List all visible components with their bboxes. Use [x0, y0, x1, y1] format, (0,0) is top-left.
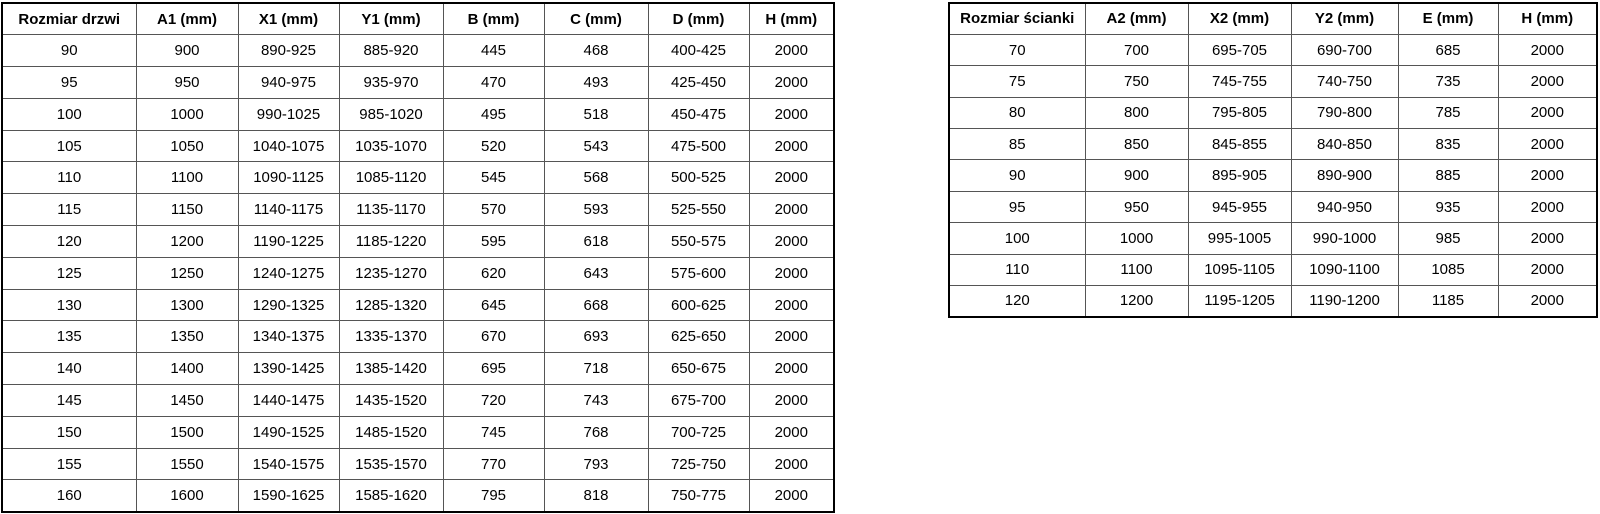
table-cell: 2000	[749, 162, 834, 194]
table-cell: 575-600	[648, 257, 749, 289]
table-cell: 1085-1120	[339, 162, 443, 194]
table-cell: 618	[544, 226, 648, 258]
table-cell: 720	[443, 385, 544, 417]
table-row	[949, 286, 1597, 317]
table-cell: 745	[443, 416, 544, 448]
table-cell: 160	[2, 480, 136, 512]
table-cell: 1200	[136, 226, 238, 258]
table-cell: 1090-1125	[238, 162, 339, 194]
table-cell: 1390-1425	[238, 353, 339, 385]
table-cell: 620	[443, 257, 544, 289]
table-cell: 1440-1475	[238, 385, 339, 417]
table-row	[949, 160, 1597, 191]
table-cell: 835	[1398, 129, 1498, 160]
table-row	[2, 448, 834, 480]
table-cell: 115	[2, 194, 136, 226]
table-cell: 520	[443, 130, 544, 162]
table-cell: 950	[1085, 191, 1188, 222]
table-cell: 935-970	[339, 67, 443, 99]
table-cell: 1535-1570	[339, 448, 443, 480]
column-header: H (mm)	[749, 3, 834, 35]
column-header: Y2 (mm)	[1291, 3, 1398, 34]
table-cell: 725-750	[648, 448, 749, 480]
table-cell: 1085	[1398, 254, 1498, 285]
table-cell: 500-525	[648, 162, 749, 194]
table-cell: 1185-1220	[339, 226, 443, 258]
column-header: X1 (mm)	[238, 3, 339, 35]
table-row	[949, 129, 1597, 160]
table-cell: 945-955	[1188, 191, 1291, 222]
table-cell: 1040-1075	[238, 130, 339, 162]
table-cell: 768	[544, 416, 648, 448]
table-cell: 495	[443, 98, 544, 130]
table-cell: 693	[544, 321, 648, 353]
table-cell: 900	[136, 35, 238, 67]
table-cell: 1450	[136, 385, 238, 417]
table-row	[949, 223, 1597, 254]
table-cell: 90	[2, 35, 136, 67]
table-cell: 1185	[1398, 286, 1498, 317]
table-cell: 1095-1105	[1188, 254, 1291, 285]
table-cell: 545	[443, 162, 544, 194]
table-cell: 475-500	[648, 130, 749, 162]
table-cell: 470	[443, 67, 544, 99]
table-cell: 890-900	[1291, 160, 1398, 191]
table-cell: 643	[544, 257, 648, 289]
table-cell: 2000	[1498, 129, 1597, 160]
table-cell: 155	[2, 448, 136, 480]
table-cell: 518	[544, 98, 648, 130]
header-row	[949, 3, 1597, 34]
table-cell: 593	[544, 194, 648, 226]
table-cell: 2000	[749, 130, 834, 162]
table-row	[2, 98, 834, 130]
table-cell: 935	[1398, 191, 1498, 222]
table-cell: 890-925	[238, 35, 339, 67]
table-cell: 100	[949, 223, 1085, 254]
wall-panel-size-table-body	[949, 34, 1597, 317]
table-row	[949, 97, 1597, 128]
table-cell: 95	[949, 191, 1085, 222]
column-header: A1 (mm)	[136, 3, 238, 35]
table-cell: 785	[1398, 97, 1498, 128]
header-row	[2, 3, 834, 35]
table-cell: 900	[1085, 160, 1188, 191]
table-cell: 110	[949, 254, 1085, 285]
table-cell: 1485-1520	[339, 416, 443, 448]
table-cell: 95	[2, 67, 136, 99]
table-cell: 1090-1100	[1291, 254, 1398, 285]
table-cell: 80	[949, 97, 1085, 128]
table-cell: 675-700	[648, 385, 749, 417]
table-cell: 940-975	[238, 67, 339, 99]
table-cell: 1035-1070	[339, 130, 443, 162]
table-cell: 2000	[1498, 160, 1597, 191]
table-cell: 2000	[749, 35, 834, 67]
table-row	[2, 67, 834, 99]
table-cell: 790-800	[1291, 97, 1398, 128]
table-cell: 1190-1225	[238, 226, 339, 258]
table-cell: 1285-1320	[339, 289, 443, 321]
column-header: B (mm)	[443, 3, 544, 35]
table-cell: 700-725	[648, 416, 749, 448]
table-cell: 2000	[749, 385, 834, 417]
door-size-table-header	[2, 3, 834, 35]
wall-panel-size-table-header	[949, 3, 1597, 34]
table-cell: 1350	[136, 321, 238, 353]
table-cell: 125	[2, 257, 136, 289]
table-cell: 1050	[136, 130, 238, 162]
table-cell: 795	[443, 480, 544, 512]
wall-panel-size-table	[948, 2, 1598, 318]
table-cell: 1190-1200	[1291, 286, 1398, 317]
table-cell: 145	[2, 385, 136, 417]
table-row	[2, 226, 834, 258]
table-cell: 140	[2, 353, 136, 385]
table-cell: 2000	[749, 98, 834, 130]
table-row	[2, 162, 834, 194]
table-cell: 750	[1085, 66, 1188, 97]
column-header: Rozmiar drzwi	[2, 3, 136, 35]
table-cell: 120	[2, 226, 136, 258]
table-cell: 690-700	[1291, 34, 1398, 65]
table-row	[949, 254, 1597, 285]
table-cell: 2000	[749, 289, 834, 321]
table-cell: 845-855	[1188, 129, 1291, 160]
table-cell: 1435-1520	[339, 385, 443, 417]
table-cell: 2000	[749, 321, 834, 353]
table-cell: 1100	[136, 162, 238, 194]
table-cell: 1100	[1085, 254, 1188, 285]
table-cell: 493	[544, 67, 648, 99]
table-cell: 2000	[749, 257, 834, 289]
table-cell: 2000	[749, 194, 834, 226]
table-cell: 625-650	[648, 321, 749, 353]
table-cell: 995-1005	[1188, 223, 1291, 254]
table-cell: 1135-1170	[339, 194, 443, 226]
table-cell: 425-450	[648, 67, 749, 99]
table-cell: 800	[1085, 97, 1188, 128]
table-cell: 2000	[1498, 97, 1597, 128]
table-row	[2, 385, 834, 417]
table-cell: 2000	[749, 448, 834, 480]
table-cell: 895-905	[1188, 160, 1291, 191]
table-cell: 75	[949, 66, 1085, 97]
table-cell: 1000	[136, 98, 238, 130]
table-cell: 668	[544, 289, 648, 321]
table-cell: 2000	[1498, 286, 1597, 317]
table-cell: 85	[949, 129, 1085, 160]
table-cell: 2000	[749, 226, 834, 258]
table-cell: 135	[2, 321, 136, 353]
table-cell: 990-1000	[1291, 223, 1398, 254]
column-header: C (mm)	[544, 3, 648, 35]
table-cell: 400-425	[648, 35, 749, 67]
table-cell: 1400	[136, 353, 238, 385]
table-cell: 650-675	[648, 353, 749, 385]
table-cell: 940-950	[1291, 191, 1398, 222]
table-cell: 2000	[1498, 66, 1597, 97]
table-cell: 740-750	[1291, 66, 1398, 97]
table-cell: 2000	[1498, 223, 1597, 254]
table-cell: 1235-1270	[339, 257, 443, 289]
table-cell: 100	[2, 98, 136, 130]
table-cell: 743	[544, 385, 648, 417]
table-cell: 885	[1398, 160, 1498, 191]
table-cell: 1290-1325	[238, 289, 339, 321]
table-cell: 850	[1085, 129, 1188, 160]
table-cell: 130	[2, 289, 136, 321]
table-cell: 110	[2, 162, 136, 194]
table-cell: 1240-1275	[238, 257, 339, 289]
table-cell: 1335-1370	[339, 321, 443, 353]
table-cell: 600-625	[648, 289, 749, 321]
table-cell: 985	[1398, 223, 1498, 254]
table-cell: 700	[1085, 34, 1188, 65]
table-cell: 793	[544, 448, 648, 480]
door-size-table-body	[2, 35, 834, 512]
table-row	[2, 321, 834, 353]
table-cell: 840-850	[1291, 129, 1398, 160]
table-cell: 818	[544, 480, 648, 512]
table-cell: 450-475	[648, 98, 749, 130]
table-cell: 1140-1175	[238, 194, 339, 226]
table-row	[2, 35, 834, 67]
column-header: E (mm)	[1398, 3, 1498, 34]
table-row	[2, 416, 834, 448]
table-cell: 1385-1420	[339, 353, 443, 385]
table-cell: 2000	[1498, 254, 1597, 285]
table-cell: 570	[443, 194, 544, 226]
table-row	[2, 257, 834, 289]
table-row	[2, 480, 834, 512]
column-header: Y1 (mm)	[339, 3, 443, 35]
table-cell: 595	[443, 226, 544, 258]
table-cell: 2000	[1498, 34, 1597, 65]
table-row	[2, 194, 834, 226]
table-cell: 1550	[136, 448, 238, 480]
table-cell: 795-805	[1188, 97, 1291, 128]
table-cell: 1000	[1085, 223, 1188, 254]
column-header: X2 (mm)	[1188, 3, 1291, 34]
table-cell: 1250	[136, 257, 238, 289]
table-cell: 1195-1205	[1188, 286, 1291, 317]
table-cell: 670	[443, 321, 544, 353]
table-cell: 1340-1375	[238, 321, 339, 353]
door-size-table	[1, 2, 835, 513]
table-cell: 543	[544, 130, 648, 162]
table-cell: 695-705	[1188, 34, 1291, 65]
table-cell: 735	[1398, 66, 1498, 97]
table-cell: 1490-1525	[238, 416, 339, 448]
table-row	[949, 66, 1597, 97]
table-row	[949, 34, 1597, 65]
table-cell: 2000	[749, 67, 834, 99]
table-cell: 985-1020	[339, 98, 443, 130]
table-cell: 120	[949, 286, 1085, 317]
table-cell: 695	[443, 353, 544, 385]
table-cell: 1300	[136, 289, 238, 321]
table-cell: 685	[1398, 34, 1498, 65]
table-cell: 468	[544, 35, 648, 67]
table-cell: 90	[949, 160, 1085, 191]
table-cell: 885-920	[339, 35, 443, 67]
table-cell: 550-575	[648, 226, 749, 258]
table-cell: 1200	[1085, 286, 1188, 317]
column-header: Rozmiar ścianki	[949, 3, 1085, 34]
table-cell: 525-550	[648, 194, 749, 226]
table-cell: 568	[544, 162, 648, 194]
table-cell: 750-775	[648, 480, 749, 512]
table-cell: 1540-1575	[238, 448, 339, 480]
table-cell: 70	[949, 34, 1085, 65]
column-header: D (mm)	[648, 3, 749, 35]
column-header: H (mm)	[1498, 3, 1597, 34]
table-cell: 770	[443, 448, 544, 480]
column-header: A2 (mm)	[1085, 3, 1188, 34]
table-cell: 645	[443, 289, 544, 321]
table-cell: 445	[443, 35, 544, 67]
table-cell: 990-1025	[238, 98, 339, 130]
table-cell: 1600	[136, 480, 238, 512]
table-cell: 745-755	[1188, 66, 1291, 97]
table-row	[2, 130, 834, 162]
table-row	[2, 289, 834, 321]
table-cell: 2000	[749, 353, 834, 385]
table-cell: 2000	[749, 480, 834, 512]
table-row	[2, 353, 834, 385]
table-cell: 2000	[1498, 191, 1597, 222]
table-cell: 1500	[136, 416, 238, 448]
table-row	[949, 191, 1597, 222]
table-cell: 1585-1620	[339, 480, 443, 512]
table-cell: 1150	[136, 194, 238, 226]
table-cell: 718	[544, 353, 648, 385]
table-cell: 105	[2, 130, 136, 162]
table-cell: 150	[2, 416, 136, 448]
table-cell: 950	[136, 67, 238, 99]
table-cell: 2000	[749, 416, 834, 448]
table-cell: 1590-1625	[238, 480, 339, 512]
